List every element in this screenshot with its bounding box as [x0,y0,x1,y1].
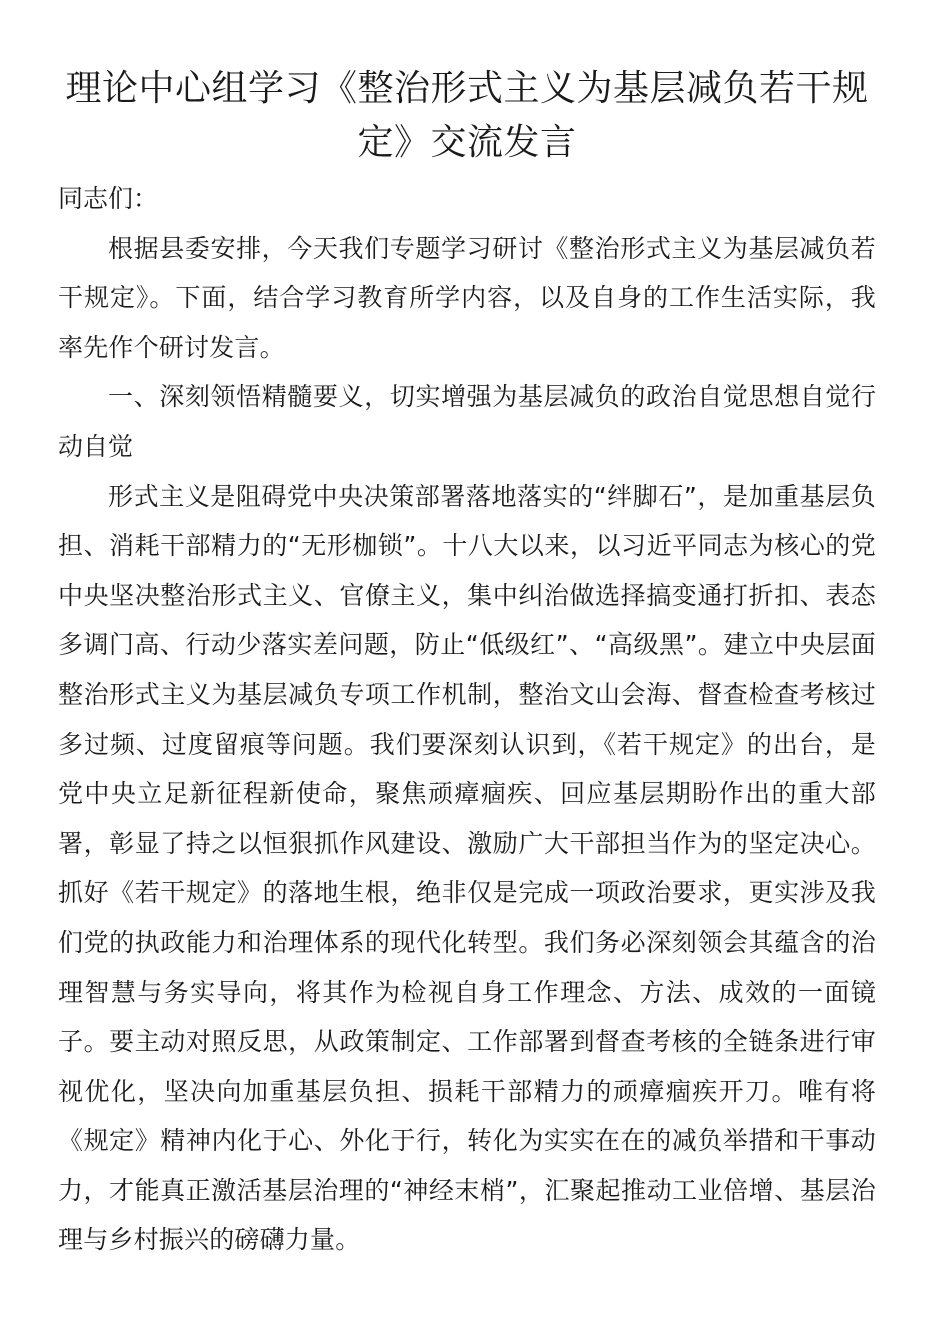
intro-paragraph: 根据县委安排，今天我们专题学习研讨《整治形式主义为基层减负若干规定》。下面，结合学习教育所学内容，以及自身的工作生活实际，我率先作个研讨发言。 [58,233,876,362]
section-1-body: 形式主义是阻碍党中央决策部署落地落实的“绊脚石”，是加重基层负担、消耗干部精力的“无形枷锁”。十八大以来，以习近平同志为核心的党中央坚决整治形式主义、官僚主义，集中纠治做选择搞变通打折扣、表态多调门高、行动少落实差问题，防止“低级红”、“高级黑”。建立中央层面整治形式主义为基层减负专项工作机制，整治文山会海、督查检查考核过多过频、过度留痕等问题。我们要深刻认识到，《若干规定》的出台，是党中央立足新征程新使命，聚焦顽瘴痼疾、回应基层期盼作出的重大部署，彰显了持之以恒狠抓作风建设、激励广大干部担当作为的坚定决心。抓好《若干规定》的落地生根，绝非仅是完成一项政治要求，更实涉及我们党的执政能力和治理体系的现代化转型。我们务必深刻领会其蕴含的治理智慧与务实导向，将其作为检视自身工作理念、方法、成效的一面镜子。要主动对照反思，从政策制定、工作部署到督查考核的全链条进行审视优化，坚决向加重基层负担、损耗干部精力的顽瘴痼疾开刀。唯有将《规定》精神内化于心、外化于行，转化为实实在在的减负举措和干事动力，才能真正激活基层治理的“神经末梢”，汇聚起推动工业倍增、基层治理与乡村振兴的磅礴力量。 [58,481,876,1255]
section-1-heading: 一、深刻领悟精髓要义，切实增强为基层减负的政治自觉思想自觉行动自觉 [58,382,876,461]
document-title: 理论中心组学习《整治形式主义为基层减负若干规定》交流发言 [65,68,869,163]
salutation: 同志们： [58,184,159,213]
document-page [58,62,876,1265]
